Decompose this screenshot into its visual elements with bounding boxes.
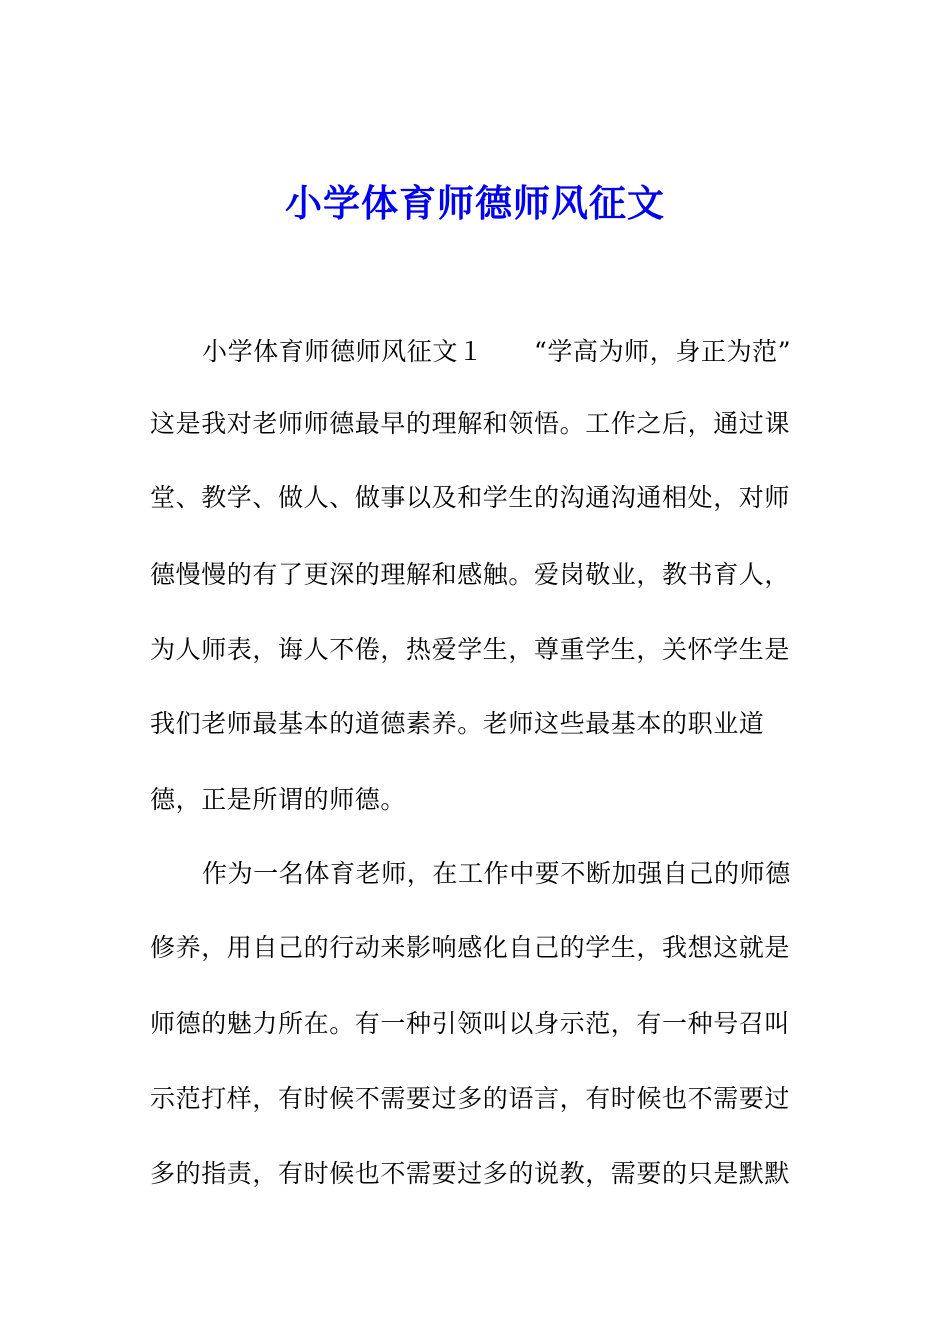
paragraph-1-line-2: 这是我对老师师德最早的理解和领悟。工作之后，通过课 bbox=[150, 409, 791, 438]
document-title: 小学体育师德师风征文 bbox=[285, 181, 665, 225]
paragraph-1-line-7: 德，正是所谓的师德。 bbox=[150, 785, 407, 814]
paragraph-1-line-6: 我们老师最基本的道德素养。老师这些最基本的职业道 bbox=[150, 709, 765, 738]
paragraph-2-line-3: 师德的魅力所在。有一种引领叫以身示范，有一种号召叫 bbox=[150, 1009, 791, 1038]
paragraph-1-line-4: 德慢慢的有了更深的理解和感触。爱岗敬业，教书育人， bbox=[150, 560, 791, 589]
paragraph-1-line-5: 为人师表，诲人不倦，热爱学生，尊重学生，关怀学生是 bbox=[150, 635, 791, 664]
paragraph-2-line-4: 示范打样，有时候不需要过多的语言，有时候也不需要过 bbox=[150, 1084, 791, 1113]
paragraph-2-line-1: 作为一名体育老师，在工作中要不断加强自己的师德 bbox=[202, 859, 791, 888]
paragraph-1-line-3: 堂、教学、做人、做事以及和学生的沟通沟通相处，对师 bbox=[150, 483, 791, 512]
paragraph-2-line-5: 多的指责，有时候也不需要过多的说教，需要的只是默默 bbox=[150, 1159, 791, 1188]
paragraph-2-line-2: 修养，用自己的行动来影响感化自己的学生，我想这就是 bbox=[150, 933, 791, 962]
paragraph-1-line-1: 小学体育师德师风征文１ bbox=[202, 337, 484, 366]
paragraph-1-quote: “学高为师，身正为范” bbox=[534, 337, 792, 366]
